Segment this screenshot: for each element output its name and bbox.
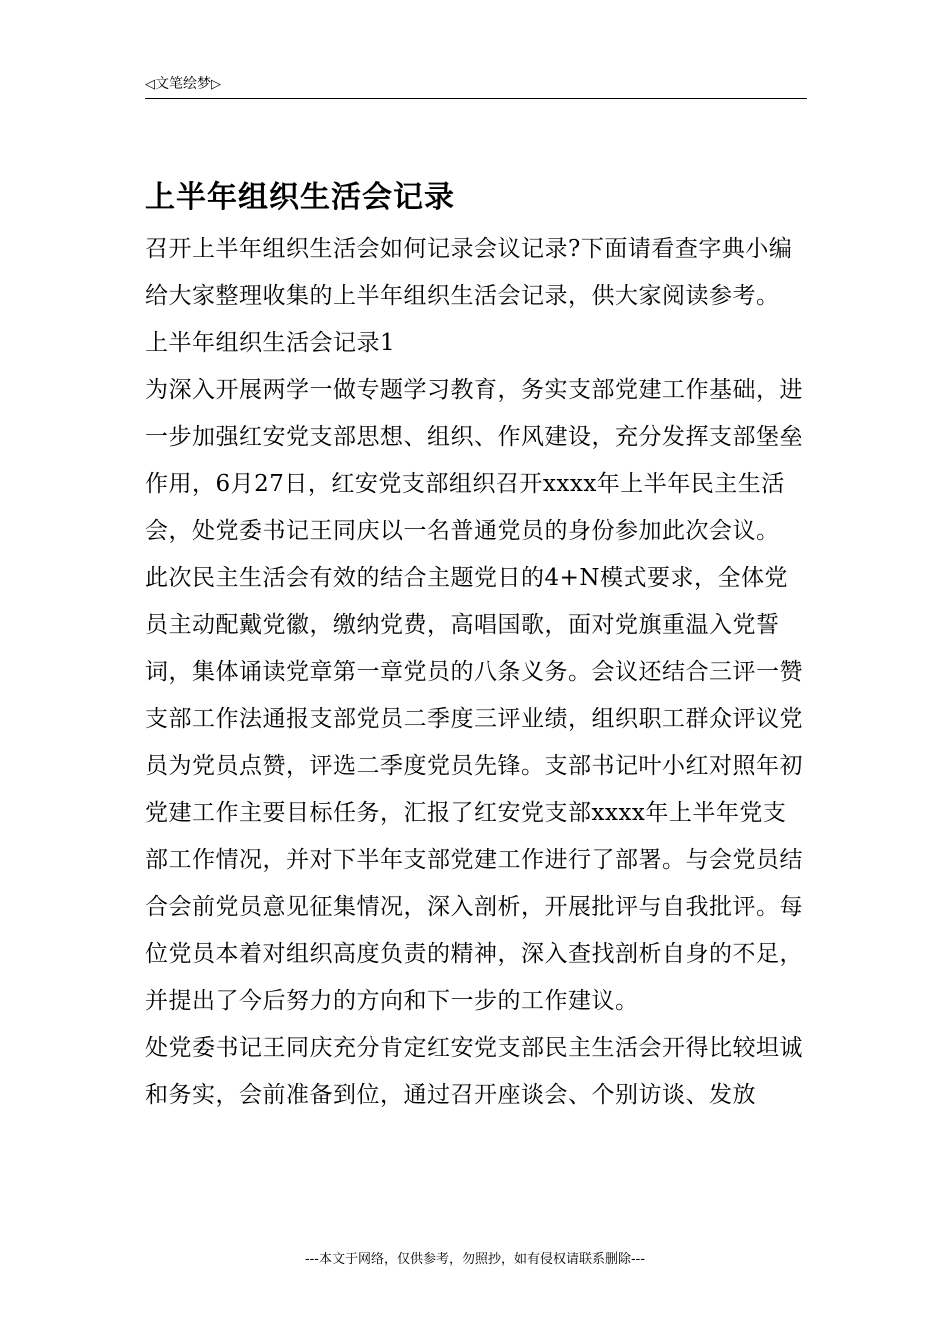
document-title: 上半年组织生活会记录 [145,180,455,215]
document-body [145,226,807,1119]
document-header [145,74,807,99]
section-subtitle: 上半年组织生活会记录1 [145,330,396,356]
document-footer: ---本文于网络，仅供参考，勿照抄，如有侵权请联系删除--- [304,1252,646,1267]
intro-paragraph: 召开上半年组织生活会如何记录会议记录?下面请看查字典小编给大家整理收集的上半年组织生活会记录，供大家阅读参考。 [145,236,793,309]
body-paragraph: 此次民主生活会有效的结合主题党日的4+N模式要求，全体党员主动配戴党徽，缴纳党费，高唱国歌，面对党旗重温入党誓词，集体诵读党章第一章党员的八条义务。会议还结合三评一赞支部工作法通报支部党员二季度三评业绩，组织职工群众评议党员为党员点赞，评选二季度党员先锋。支部书记叶小红对照年初党建工作主要目标任务，汇报了红安党支部xxxx年上半年党支部工作情况，并对下半年支部党建工作进行了部署。与会党员结合会前党员意见征集情况，深入剖析，开展批评与自我批评。每位党员本着对组织高度负责的精神，深入查找剖析自身的不足，并提出了今后努力的方向和下一步的工作建议。 [145,565,803,1014]
body-paragraph: 处党委书记王同庆充分肯定红安党支部民主生活会开得比较坦诚和务实，会前准备到位，通过召开座谈会、个别访谈、发放 [145,1035,803,1108]
header-brand-text: 文笔绘梦 [155,76,211,92]
left-triangle-icon: ◁ [145,77,155,92]
right-triangle-icon: ▷ [211,77,221,92]
body-paragraph: 为深入开展两学一做专题学习教育，务实支部党建工作基础，进一步加强红安党支部思想、组织、作风建设，充分发挥支部堡垒作用，6月27日，红安党支部组织召开xxxx年上半年民主生活会，处党委书记王同庆以一名普通党员的身份参加此次会议。 [145,377,803,544]
